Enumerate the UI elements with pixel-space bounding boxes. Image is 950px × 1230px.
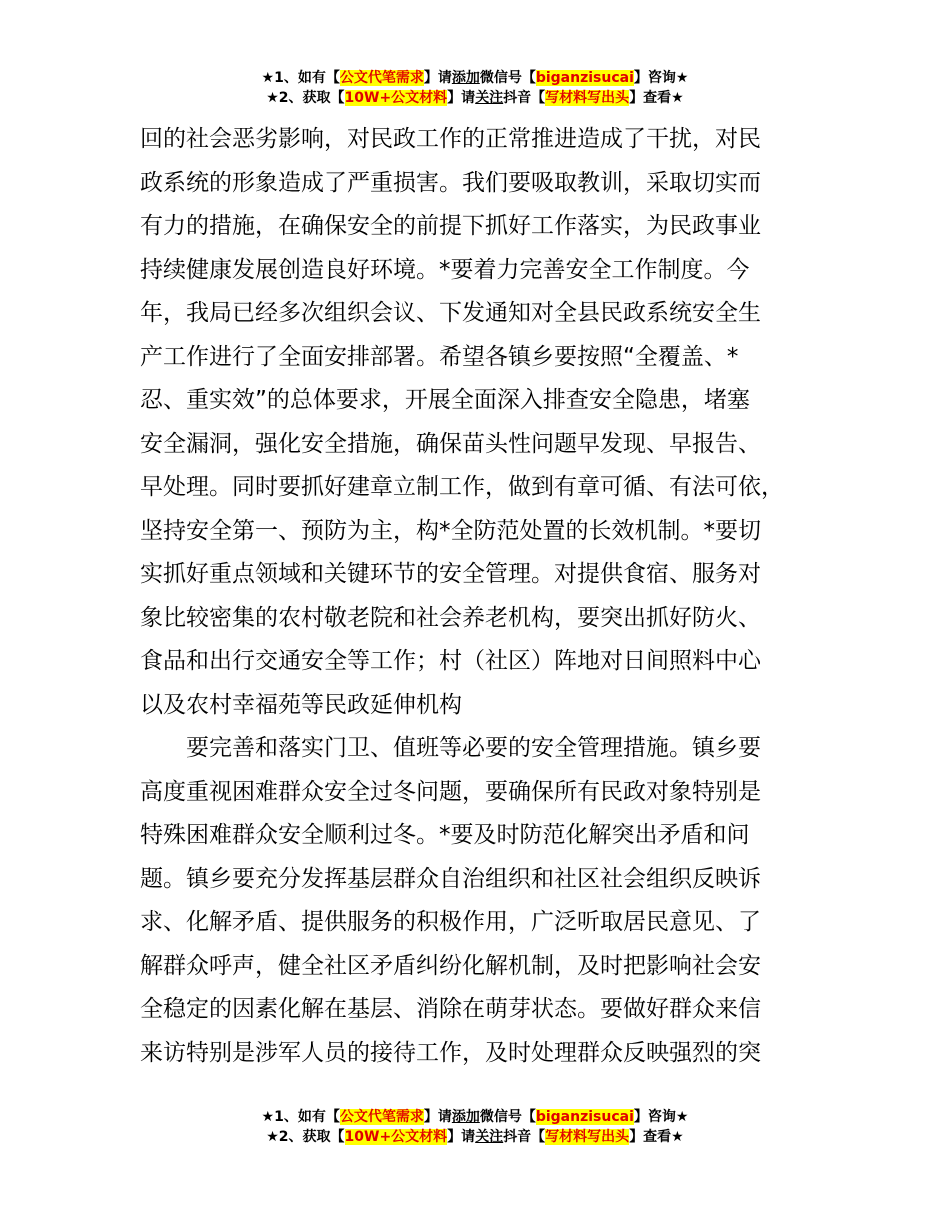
banner-underlined-text: 添加: [451, 1109, 480, 1125]
text-line: 求、化解矛盾、提供服务的积极作用，广泛听取居民意见、了: [140, 909, 761, 935]
banner-text: 】查看★: [629, 90, 684, 106]
banner-text: 抖音【: [503, 90, 546, 106]
highlight-wechat-id: biganzisucai: [535, 70, 634, 86]
text-line: 解群众呼声，健全社区矛盾纠纷化解机制，及时把影响社会安: [140, 952, 761, 979]
highlight-materials: 10W+公文材料: [344, 1129, 448, 1145]
text-line: 产工作进行了全面安排部署。希望各镇乡要按照“全覆盖、*: [140, 343, 739, 370]
banner-line-1: [0, 1107, 950, 1127]
banner-text: 】咨询★: [633, 1109, 689, 1125]
text-line: 题。镇乡要充分发挥基层群众自治组织和社区社会组织反映诉: [140, 865, 761, 892]
text-line: 实抓好重点领域和关键环节的安全管理。对提供食宿、服务对: [140, 561, 761, 587]
document-body: [140, 118, 830, 1075]
banner-line-2: [0, 1127, 950, 1147]
text-line: 象比较密集的农村敬老院和社会养老机构，要突出抓好防火、: [140, 604, 761, 631]
highlight-douyin-account: 写材料写出头: [545, 1129, 630, 1145]
text-line: 早处理。同时要抓好建章立制工作，做到有章可循、有法可依，: [140, 474, 784, 500]
banner-text: ★2、获取【: [266, 1129, 345, 1145]
banner-text: 】咨询★: [633, 70, 689, 86]
text-line: 坚持安全第一、预防为主，构*全防范处置的长效机制。*要切: [140, 517, 761, 544]
header-banner: [0, 68, 950, 108]
text-line: 回的社会恶劣影响，对民政工作的正常推进造成了干扰，对民: [140, 126, 761, 152]
text-line: 以及农村幸福苑等民政延伸机构: [140, 691, 462, 718]
banner-text: 】请: [447, 1129, 476, 1145]
text-line: 忍、重实效”的总体要求，开展全面深入排查安全隐患，堵塞: [140, 387, 750, 413]
text-line: 安全漏洞，强化安全措施，确保苗头性问题早发现、早报告、: [140, 430, 761, 457]
text-line: 高度重视困难群众安全过冬问题，要确保所有民政对象特别是: [140, 778, 761, 805]
text-line: 特殊困难群众安全顺利过冬。*要及时防范化解突出矛盾和问: [140, 822, 750, 848]
highlight-materials: 10W+公文材料: [344, 90, 448, 106]
highlight-wechat-id: biganzisucai: [535, 1109, 634, 1125]
banner-text: 抖音【: [503, 1129, 546, 1145]
banner-text: 】请: [423, 1109, 452, 1125]
banner-line-2: [0, 88, 950, 108]
text-line: 全稳定的因素化解在基层、消除在萌芽状态。要做好群众来信: [140, 996, 761, 1022]
highlight-service: 公文代笔需求: [339, 1109, 424, 1125]
text-line: 有力的措施，在确保安全的前提下抓好工作落实，为民政事业: [140, 213, 761, 239]
banner-text: ★1、如有【: [261, 70, 340, 86]
text-line: 要完善和落实门卫、值班等必要的安全管理措施。镇乡要: [186, 735, 761, 761]
banner-underlined-text: 添加: [451, 70, 480, 86]
paragraph-2: [140, 727, 830, 1075]
paragraph-1: [140, 118, 830, 727]
banner-text: ★1、如有【: [261, 1109, 340, 1125]
text-line: 来访特别是涉军人员的接待工作，及时处理群众反映强烈的突: [140, 1039, 761, 1066]
text-line: 年，我局已经多次组织会议、下发通知对全县民政系统安全生: [140, 300, 761, 326]
text-line: 政系统的形象造成了严重损害。我们要吸取教训，采取切实而: [140, 169, 761, 196]
banner-underlined-text: 关注: [475, 1129, 504, 1145]
banner-text: 】请: [447, 90, 476, 106]
banner-text: 】请: [423, 70, 452, 86]
highlight-service: 公文代笔需求: [339, 70, 424, 86]
banner-text: ★2、获取【: [266, 90, 345, 106]
banner-underlined-text: 关注: [475, 90, 504, 106]
highlight-douyin-account: 写材料写出头: [545, 90, 630, 106]
text-line: 持续健康发展创造良好环境。*要着力完善安全工作制度。今: [140, 256, 750, 283]
banner-text: 】查看★: [629, 1129, 684, 1145]
footer-banner: [0, 1107, 950, 1147]
banner-text: 微信号【: [479, 1109, 536, 1125]
text-line: 食品和出行交通安全等工作；村（社区）阵地对日间照料中心: [140, 648, 761, 674]
banner-line-1: [0, 68, 950, 88]
banner-text: 微信号【: [479, 70, 536, 86]
